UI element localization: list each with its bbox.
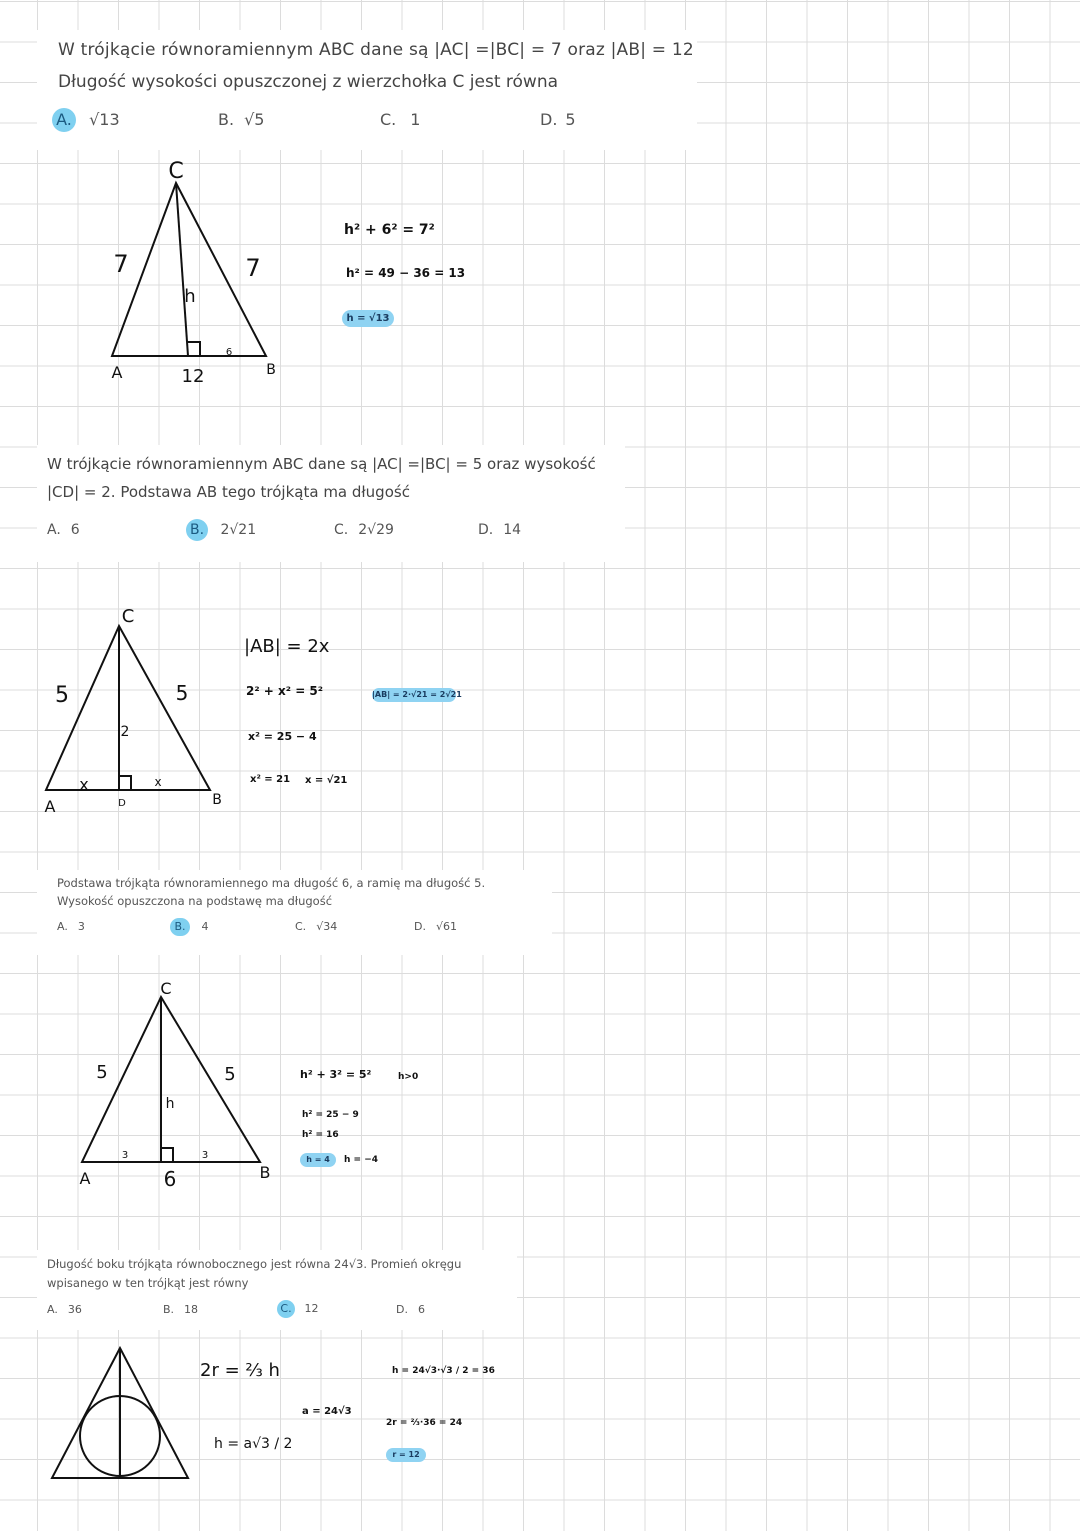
height-label: h: [165, 1096, 175, 1112]
problem-4-work-line-2: h = a√3 / 2: [214, 1436, 293, 1452]
problem-2-line-2: |CD| = 2. Podstawa AB tego trójkąta ma długość: [47, 483, 410, 501]
problem-3-work-line-2: h>0: [398, 1072, 419, 1082]
selected-answer-marker: C.: [277, 1300, 295, 1318]
segment-label-ad: x: [79, 775, 89, 794]
vertex-label-b: B: [212, 792, 222, 808]
problem-4-line-2: wpisanego w ten trójkąt jest równy: [47, 1276, 249, 1290]
problem-4-answer: r = 12: [386, 1448, 426, 1462]
problem-4-option-a[interactable]: A. 36: [47, 1303, 82, 1316]
vertex-label-a: A: [79, 1169, 91, 1188]
side-label-ac: 7: [113, 250, 129, 278]
vertex-label-a: A: [111, 363, 123, 382]
side-label-bc: 5: [224, 1064, 236, 1085]
vertex-label-b: B: [259, 1163, 271, 1182]
problem-1-work-line-1: h² + 6² = 7²: [344, 222, 435, 238]
problem-2-option-c[interactable]: C. 2√29: [334, 522, 394, 538]
problem-3-work-line-3: h² = 25 − 9: [302, 1110, 359, 1120]
half-base-label: 6: [225, 347, 233, 358]
problem-2-line-1: W trójkącie równoramiennym ABC dane są |AC| =|BC| = 5 oraz wysokość: [47, 455, 596, 473]
height-label: 2: [120, 724, 130, 740]
problem-2-work-line-2: 2² + x² = 5²: [246, 684, 324, 698]
vertex-label-a: A: [44, 797, 56, 816]
problem-3-work-line-4: h² = 16: [302, 1130, 339, 1140]
problem-3-answer: h = 4: [300, 1153, 336, 1167]
segment-label-left: 3: [121, 1150, 129, 1161]
problem-1-option-b[interactable]: B. √5: [218, 110, 265, 129]
segment-label-right: 3: [201, 1150, 209, 1161]
problem-4-work-line-3: a = 24√3: [302, 1406, 352, 1417]
problem-1-option-c[interactable]: C. 1: [380, 110, 421, 129]
problem-2-work-line-5: x = √21: [305, 775, 348, 786]
selected-answer-marker: A.: [52, 108, 76, 132]
problem-2-work-line-3: x² = 25 − 4: [248, 730, 317, 743]
problem-3-option-d[interactable]: D. √61: [414, 920, 457, 933]
problem-3-option-a[interactable]: A. 3: [57, 920, 85, 933]
selected-answer-marker: B.: [186, 519, 208, 541]
problem-3-option-b[interactable]: B. 4: [170, 918, 209, 936]
problem-2-option-a[interactable]: A. 6: [47, 522, 80, 538]
problem-3-option-c[interactable]: C. √34: [295, 920, 338, 933]
selected-answer-marker: B.: [170, 918, 190, 936]
problem-2-answer: |AB| = 2·√21 = 2√21: [372, 688, 456, 702]
problem-3-work-line-5: h = −4: [344, 1155, 379, 1165]
vertex-label-c: C: [121, 606, 135, 627]
base-label: 12: [181, 366, 205, 387]
problem-1-line-2: Długość wysokości opuszczonej z wierzchołka C jest równa: [58, 72, 559, 92]
problem-4-work-line-1: 2r = ⅔ h: [200, 1360, 280, 1381]
problem-1-work-line-2: h² = 49 − 36 = 13: [346, 266, 466, 280]
side-label-ac: 5: [55, 683, 69, 708]
problem-1-answer: h = √13: [342, 310, 394, 327]
problem-4-option-b[interactable]: B. 18: [163, 1303, 199, 1316]
segment-label-db: x: [154, 775, 162, 789]
problem-1-option-a[interactable]: A. √13: [52, 108, 120, 132]
vertex-label-c: C: [160, 979, 172, 998]
height-label: h: [184, 286, 196, 307]
base-label: 6: [163, 1167, 177, 1191]
problem-3-line-2: Wysokość opuszczona na podstawę ma długość: [57, 894, 333, 908]
problem-3-line-1: Podstawa trójkąta równoramiennego ma długość 6, a ramię ma długość 5.: [57, 876, 486, 890]
problem-4-line-1: Długość boku trójkąta równobocznego jest równa 24√3. Promień okręgu: [47, 1257, 462, 1271]
problem-4-work-line-4: h = 24√3·√3 / 2 = 36: [392, 1366, 495, 1376]
vertex-label-d: D: [118, 798, 126, 809]
side-label-bc: 5: [175, 681, 189, 705]
problem-4-option-d[interactable]: D. 6: [396, 1303, 425, 1316]
side-label-ac: 5: [96, 1062, 108, 1083]
vertex-label-b: B: [266, 362, 276, 378]
problem-1-line-1: W trójkącie równoramiennym ABC dane są |AC| =|BC| = 7 oraz |AB| = 12: [58, 40, 694, 60]
problem-3-work-line-1: h² + 3² = 5²: [300, 1068, 372, 1081]
problem-2-work-line-1: |AB| = 2x: [244, 636, 330, 657]
problem-2-option-d[interactable]: D. 14: [478, 522, 522, 538]
problem-2-option-b[interactable]: B. 2√21: [186, 519, 256, 541]
problem-1-option-d[interactable]: D. 5: [540, 110, 576, 129]
problem-2-work-line-4: x² = 21: [250, 774, 291, 785]
vertex-label-c: C: [168, 159, 184, 184]
problem-4-option-c[interactable]: C. 12: [277, 1300, 319, 1318]
problem-4-work-line-5: 2r = ⅔·36 = 24: [386, 1418, 463, 1428]
side-label-bc: 7: [245, 254, 261, 282]
